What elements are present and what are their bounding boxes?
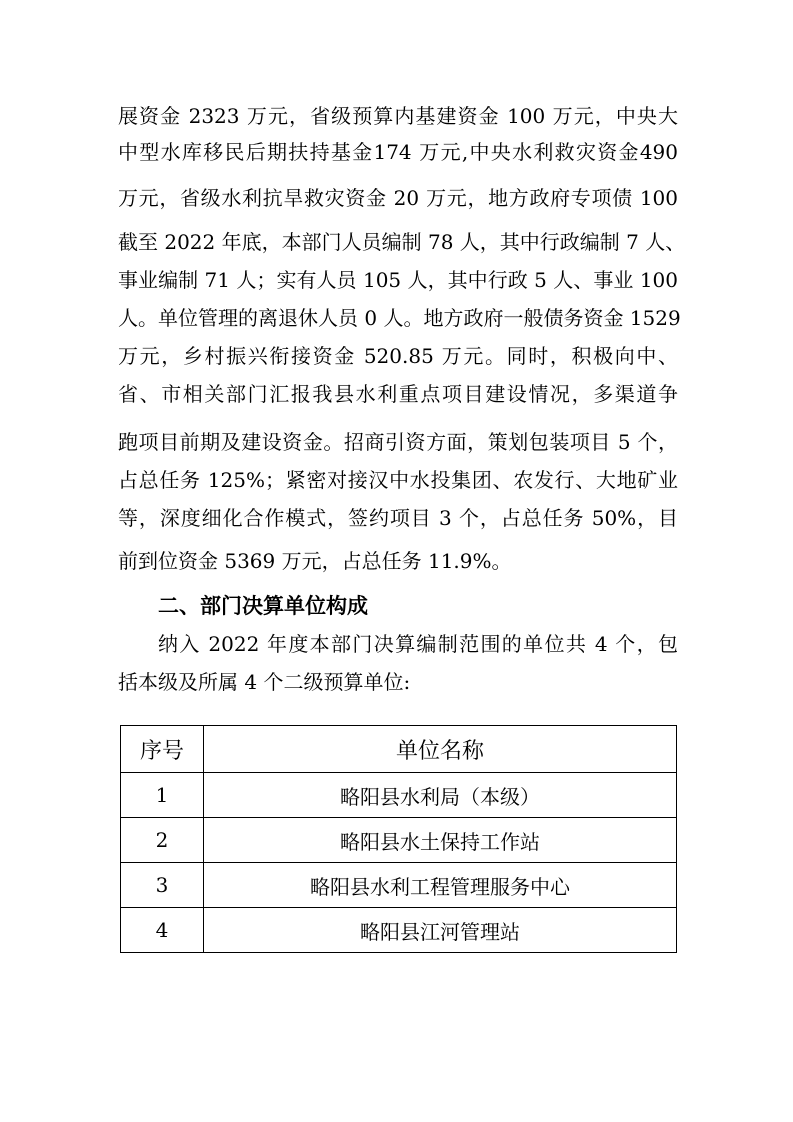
cell-unit-name: 略阳县水利局（本级） xyxy=(204,773,677,818)
paragraph-2-line-2: 括本级及所属 4 个二级预算单位: xyxy=(118,670,411,694)
header-unit-name: 单位名称 xyxy=(204,726,677,773)
table-row xyxy=(121,908,677,953)
cell-serial: 1 xyxy=(121,773,204,818)
body-line-7: 万元，乡村振兴衔接资金 520.85 万元。同时，积极向中、 xyxy=(118,344,678,368)
body-line-11: 等，深度细化合作模式，签约项目 3 个，占总任务 50%，目 xyxy=(118,506,678,530)
unit-table xyxy=(120,725,677,953)
table-row xyxy=(121,818,677,863)
body-line-1: 展资金 2323 万元，省级预算内基建资金 100 万元，中央大 xyxy=(118,104,678,128)
section-heading: 二、部门决算单位构成 xyxy=(158,594,368,618)
header-serial-number: 序号 xyxy=(121,726,204,773)
body-line-4: 截至 2022 年底，本部门人员编制 78 人，其中行政编制 7 人、 xyxy=(118,230,686,254)
body-line-10: 占总任务 125%；紧密对接汉中水投集团、农发行、大地矿业 xyxy=(118,468,678,492)
cell-serial: 3 xyxy=(121,863,204,908)
table-header-row xyxy=(121,726,677,773)
body-line-9: 跑项目前期及建设资金。招商引资方面，策划包装项目 5 个， xyxy=(118,430,678,454)
cell-serial: 2 xyxy=(121,818,204,863)
cell-serial: 4 xyxy=(121,908,204,953)
body-line-8: 省、市相关部门汇报我县水利重点项目建设情况，多渠道争 xyxy=(118,382,678,406)
table-row xyxy=(121,773,677,818)
body-line-3: 万元，省级水利抗旱救灾资金 20 万元，地方政府专项债 100 xyxy=(118,186,678,210)
table-row xyxy=(121,863,677,908)
cell-unit-name: 略阳县水利工程管理服务中心 xyxy=(204,863,677,908)
cell-unit-name: 略阳县江河管理站 xyxy=(204,908,677,953)
body-line-5: 事业编制 71 人；实有人员 105 人，其中行政 5 人、事业 100 xyxy=(118,268,678,292)
paragraph-2-line-1: 纳入 2022 年度本部门决算编制范围的单位共 4 个，包 xyxy=(158,632,678,656)
body-line-6: 人。单位管理的离退休人员 0 人。地方政府一般债务资金 1529 xyxy=(118,306,681,330)
body-line-12: 前到位资金 5369 万元，占总任务 11.9%。 xyxy=(118,549,512,573)
cell-unit-name: 略阳县水土保持工作站 xyxy=(204,818,677,863)
body-line-2: 中型水库移民后期扶持基金174 万元,中央水利救灾资金490 xyxy=(118,140,678,164)
